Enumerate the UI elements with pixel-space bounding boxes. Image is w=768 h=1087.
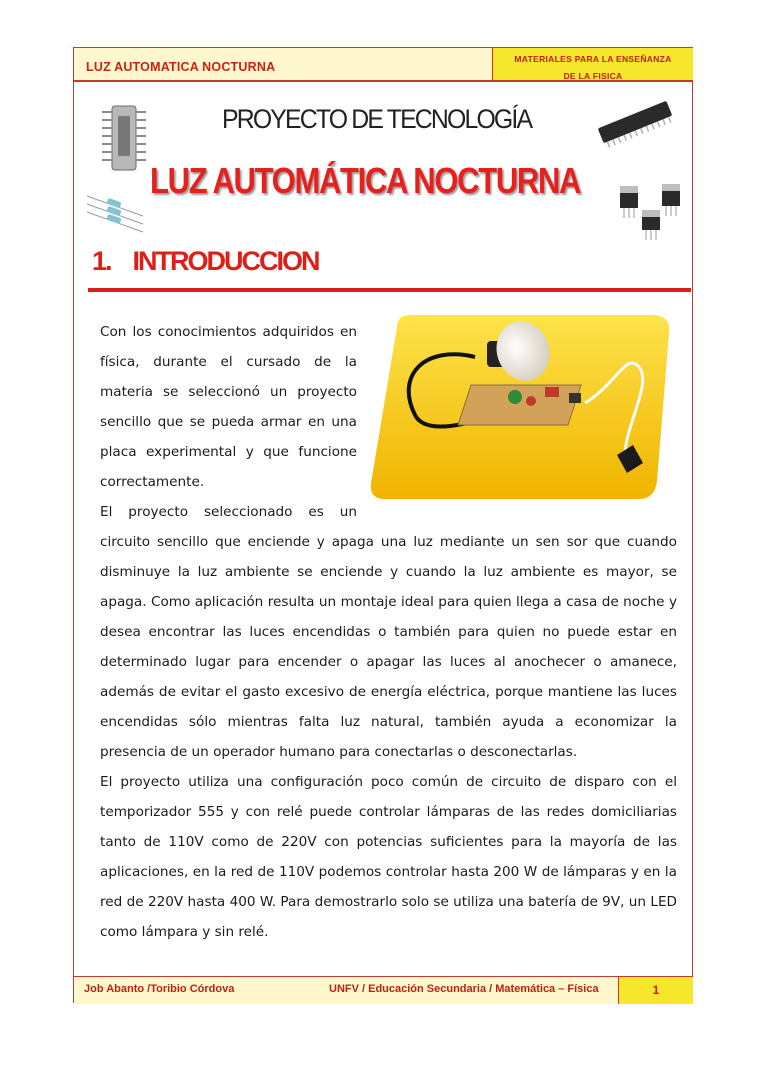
header-subject-line2: DE LA FISICA <box>563 71 623 81</box>
resistors-illustration <box>85 190 145 236</box>
transistors-illustration <box>612 176 692 244</box>
section-title: INTRODUCCION <box>132 246 319 276</box>
header-title: LUZ AUTOMATICA NOCTURNA <box>86 60 276 74</box>
photo-wrap-space <box>357 317 677 505</box>
section-number: 1. <box>92 246 111 276</box>
intro-paragraph-2: El proyecto seleccionado es un circuito sencillo que enciende y apaga una luz mediante un sen sor que cuando disminuye la luz ambiente se enciende y cuando la luz ambiente es mayor, se apaga. Como aplicación resulta un montaje ideal para quien llega a casa de noche y desea encontrar las luces encendidas o también para quien no puede estar en determinado lugar para encender o apagar las luces al anochecer o amanece, además de evitar el gasto excesivo de energía eléctrica, porque mantiene las luces encendidas sólo mientras falta luz natural, también ayuda a economizar la presencia de un operador humano para conectarlas o desconectarlas. <box>100 504 677 760</box>
section-heading <box>92 246 319 277</box>
header-title-box <box>74 48 492 82</box>
header-subject-line1: MATERIALES PARA LA ENSEÑANZA <box>514 54 672 64</box>
page-number: 1 <box>618 977 693 1004</box>
footer-author: Job Abanto /Toribio Córdova <box>84 983 235 995</box>
dip-chip-illustration <box>592 96 678 148</box>
footer-institution: UNFV / Educación Secundaria / Matemática – Física <box>329 983 599 995</box>
header-subject-box <box>492 48 693 82</box>
footer <box>74 976 692 1004</box>
project-title: LUZ AUTOMÁTICA NOCTURNA <box>150 160 581 201</box>
section-rule <box>88 288 691 292</box>
intro-paragraph-1: Con los conocimientos adquiridos en física, durante el cursado de la materia se seleccionó un proyecto sencillo que se pueda armar en una placa experimental y que funcione correctamente. <box>100 324 357 490</box>
intro-paragraph-3: El proyecto utiliza una configuración poco común de circuito de disparo con el temporizador 555 y con relé puede controlar lámparas de las redes domiciliarias tanto de 110V como de 220V con potencias suficientes para la mayoría de las aplicaciones, en la red de 110V podemos controlar hasta 200 W de lámparas y en la red de 220V hasta 400 W. Para demostrarlo solo se utiliza una batería de 9V, un LED como lámpara y sin relé. <box>100 774 677 940</box>
introduction-text <box>100 317 677 947</box>
project-heading: PROYECTO DE TECNOLOGÍA <box>222 104 532 134</box>
ic-board-illustration <box>98 102 150 174</box>
